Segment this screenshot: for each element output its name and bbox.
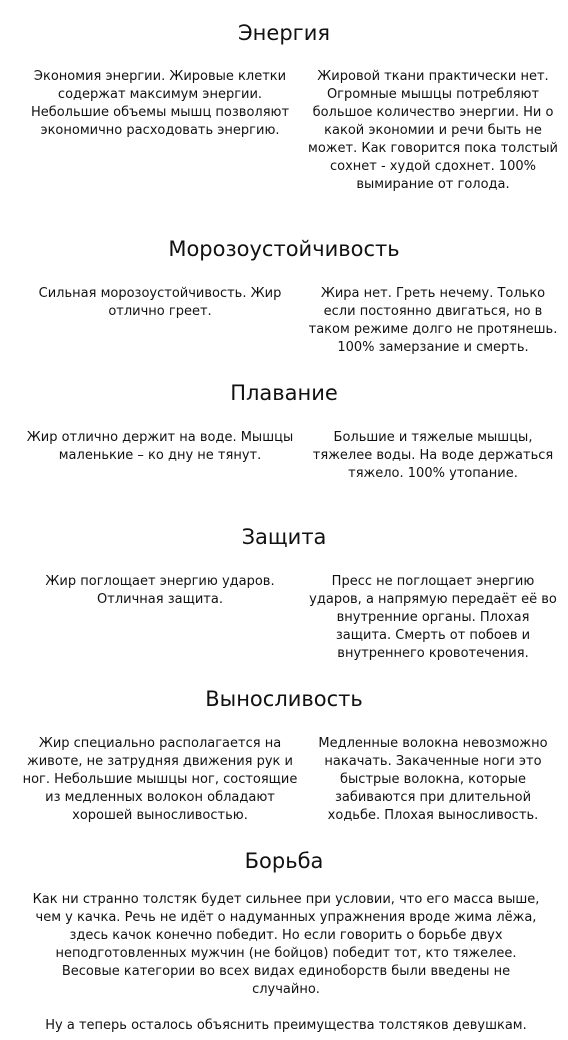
swimming-fat-text: Жир отлично держит на воде. Мышцы маленькие – ко дну не тянут. [26, 430, 294, 463]
section-title-fight: Борьба [244, 849, 324, 873]
section-title-endurance: Выносливость [205, 687, 363, 711]
endurance-fat-text: Жир специально располагается на животе, не затрудняя движения рук и ног. Небольшие мышцы ног, состоящие из медленных волокон обладают хорошей выносливостью. [22, 736, 298, 823]
endurance-muscle-text: Медленные волокна невозможно накачать. Закаченные ноги это быстрые волокна, которые забиваются при длительной ходьбе. Плохая выносливость. [318, 736, 548, 823]
section-title-swimming: Плавание [230, 381, 338, 405]
frost-fat-text: Сильная морозоустойчивость. Жир отлично греет. [38, 286, 282, 319]
protection-fat-text: Жир поглощает энергию ударов. Отличная защита. [45, 574, 275, 607]
section-title-energy: Энергия [238, 21, 330, 45]
protection-muscle-text: Пресс не поглощает энергию ударов, а напрямую передаёт её во внутренние органы. Плохая защита. Смерть от побоев и внутреннего кровотечения. [309, 574, 557, 661]
swimming-muscle-text: Большие и тяжелые мышцы, тяжелее воды. На воде держаться тяжело. 100% утопание. [312, 430, 554, 481]
fight-text: Как ни странно толстяк будет сильнее при условии, что его масса выше, чем у качка. Речь не идёт о надуманных упражнения вроде жима лёжа, здесь качок конечно победит. Но если говорить о борьбе двух неподготовленных мужчин (не бойцов) победит тот, кто тяжелее. Весовые категории во всех видах единоборств были введены не случайно. [32, 892, 540, 997]
energy-muscle-text: Жировой ткани практически нет. Огромные мышцы потребляют большое количество энергии. Ни о какой экономии и речи быть не может. Как говорится пока толстый сохнет - худой сдохнет. 100% вымирание от голода. [308, 69, 558, 192]
section-title-protection: Защита [241, 525, 327, 549]
frost-muscle-text: Жира нет. Греть нечему. Только если постоянно двигаться, но в таком режиме долго не протянешь. 100% замерзание и смерть. [308, 286, 558, 355]
section-title-frost: Морозоустойчивость [168, 237, 400, 261]
energy-fat-text: Экономия энергии. Жировые клетки содержат максимум энергии. Небольшие объемы мышц позволяют экономично расходовать энергию. [30, 69, 290, 138]
footer-text: Ну а теперь осталось объяснить преимущества толстяков девушкам. [45, 1018, 527, 1033]
